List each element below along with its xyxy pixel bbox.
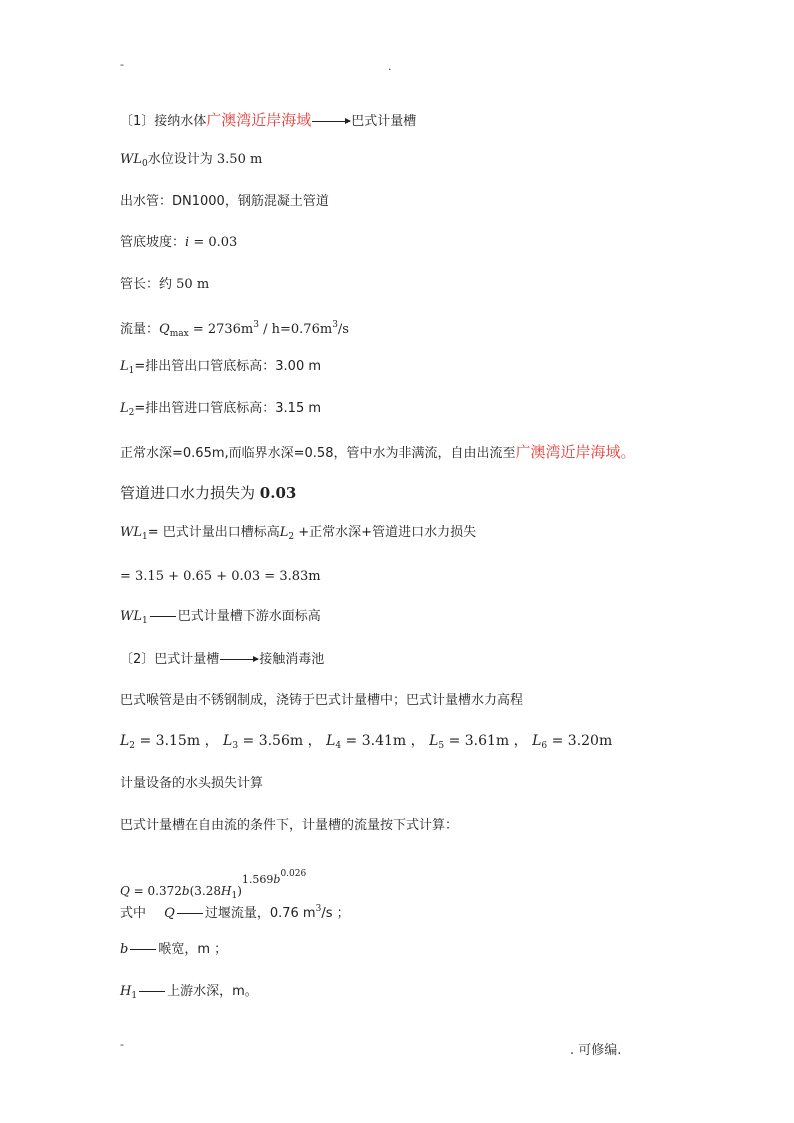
l2-text: =排出管进口管底标高：3.15 m [134,401,322,416]
elevation-value: = 3.41m [345,733,407,749]
var-l: L [279,525,289,540]
elevation-item [429,733,509,749]
var-sub: 1 [142,532,148,542]
throat-description: 巴式喉管是由不锈钢制成，浇铸于巴式计量槽中；巴式计量槽水力高程 [120,693,524,708]
elevation-item [326,733,406,749]
header-right-mark: . [388,60,392,73]
var-l-sub: 2 [128,408,135,418]
dash-icon [130,949,156,950]
wl1-result-line: = 3.15 + 0.65 + 0.03 = 3.83m [120,569,321,584]
var-sub: 0 [142,159,148,169]
var-sub: 1 [142,616,148,626]
section-1-suffix: 巴式计量槽 [351,114,417,129]
formula-exp-b: b [273,873,281,886]
wl1-formula-line [120,523,476,547]
separator: ， [307,733,322,749]
where-b-line [120,940,227,960]
section-1-prefix: 〔1〕接纳水体 [120,114,207,129]
wl0-text: 水位设计为 [147,152,213,167]
var-wl: WL [120,152,142,167]
arrow-icon [220,659,258,660]
dash-icon [139,991,165,992]
formula-h: H [221,884,232,898]
formula-open: (3.28 [189,884,221,898]
wl0-value: 3.50 m [216,152,263,167]
wl1-definition-line [120,607,321,631]
elevations-line [120,731,612,756]
l1-text: =排出管出口管底标高：3.00 m [134,359,322,374]
var-q: Q [164,906,175,921]
slope-line [120,233,237,253]
footer-right-text: . 可修编. [570,1043,622,1058]
slope-label: 管底坡度： [120,235,186,250]
inlet-loss-value: 0.03 [259,484,297,502]
depth-text: 正常水深=0.65m,而临界水深=0.58，管中水为非满流，自由出流至 [120,446,516,461]
formula-exp-coef: 1.569 [241,873,274,886]
elevation-value: = 3.56m [242,733,304,749]
red-highlight: 广澳湾近岸海域。 [515,443,636,461]
l1-line [120,357,321,381]
var-wl: WL [120,525,142,540]
where-b-text: 喉宽，m ； [158,942,228,957]
formula-exp-power: 0.026 [280,869,307,879]
var-l: L [532,733,542,749]
var-l-sub: 2 [288,532,295,542]
var-l: L [120,733,130,749]
section-2-heading [120,650,324,670]
footer-left-mark: - [120,1038,124,1051]
length-value: 50 m [176,277,210,292]
length-label: 管长：约 [120,277,173,292]
where-q-sup: 3 [315,904,322,914]
var-i: i [185,235,190,250]
var-l-sub: 1 [128,366,135,376]
elevation-value: = 3.20m [551,733,613,749]
where-prefix: 式中 [120,906,147,921]
var-b: b [120,942,129,957]
var-l: L [120,359,129,374]
section-2-suffix: 接触消毒池 [259,652,325,667]
slope-value: = 0.03 [193,235,238,250]
separator: ， [513,733,528,749]
flow-sup-2: 3 [332,320,338,330]
var-h: H [120,984,132,999]
elevation-value: = 3.15m [139,733,201,749]
section-2-prefix: 〔2〕巴式计量槽 [120,652,220,667]
flow-eq: = 2736m [192,322,254,337]
var-l: L [120,401,129,416]
header-left-mark: - [120,58,124,71]
formula-b: b [181,884,190,898]
separator: ， [410,733,425,749]
formula-coef: = 0.372 [133,884,182,898]
flow-line [120,315,349,344]
var-l-sub: 2 [129,741,136,751]
separator: ， [204,733,219,749]
var-l-sub: 3 [232,741,239,751]
where-q-line [120,899,350,924]
formula-exponent [241,869,307,886]
elevation-value: = 3.61m [448,733,510,749]
depth-line [120,442,636,464]
elevation-item [223,733,303,749]
wl0-line [120,150,262,174]
where-q-text: 过堰流量，0.76 m [204,906,316,921]
inlet-loss-text: 管道进口水力损失为 [120,484,256,502]
red-highlight: 广澳湾近岸海域 [206,111,312,129]
var-h-sub: 1 [131,991,138,1001]
var-wl: WL [120,609,142,624]
elevation-item [120,733,200,749]
flow-end: /s [337,322,349,337]
wl1-text-2: +正常水深+管道进口水力损失 [298,525,477,540]
wl1-definition: 巴式计量槽下游水面标高 [177,609,321,624]
where-h1-text: 上游水深，m。 [167,984,258,999]
elevation-item [532,733,612,749]
l2-line [120,399,321,423]
dash-icon [150,616,176,617]
var-l-sub: 6 [541,741,548,751]
outlet-pipe-line: 出水管：DN1000，钢筋混凝土管道 [120,194,329,209]
where-q-end: /s ； [321,906,350,921]
formula-close: ) [237,884,242,898]
dash-icon [177,913,203,914]
var-l: L [326,733,336,749]
var-l: L [429,733,439,749]
arrow-icon [312,121,350,122]
head-loss-heading: 计量设备的水头损失计算 [120,776,264,791]
formula-h-sub: 1 [231,891,238,901]
var-q: Q [159,322,170,337]
inlet-loss-line [120,483,296,503]
var-l: L [223,733,233,749]
flow-formula [120,860,307,901]
flow-mid: / h=0.76m [263,322,333,337]
wl1-text-1: = 巴式计量出口槽标高 [147,525,280,540]
section-1-heading [120,110,416,132]
var-l-sub: 5 [438,741,445,751]
flow-label: 流量： [120,322,160,337]
flow-sup-1: 3 [253,320,259,330]
formula-q: Q [120,884,130,898]
where-h1-line [120,982,258,1006]
var-l-sub: 4 [335,741,342,751]
length-line [120,275,209,295]
free-flow-description: 巴式计量槽在自由流的条件下，计量槽的流量按下式计算： [120,818,459,833]
var-q-sub: max [169,329,189,339]
